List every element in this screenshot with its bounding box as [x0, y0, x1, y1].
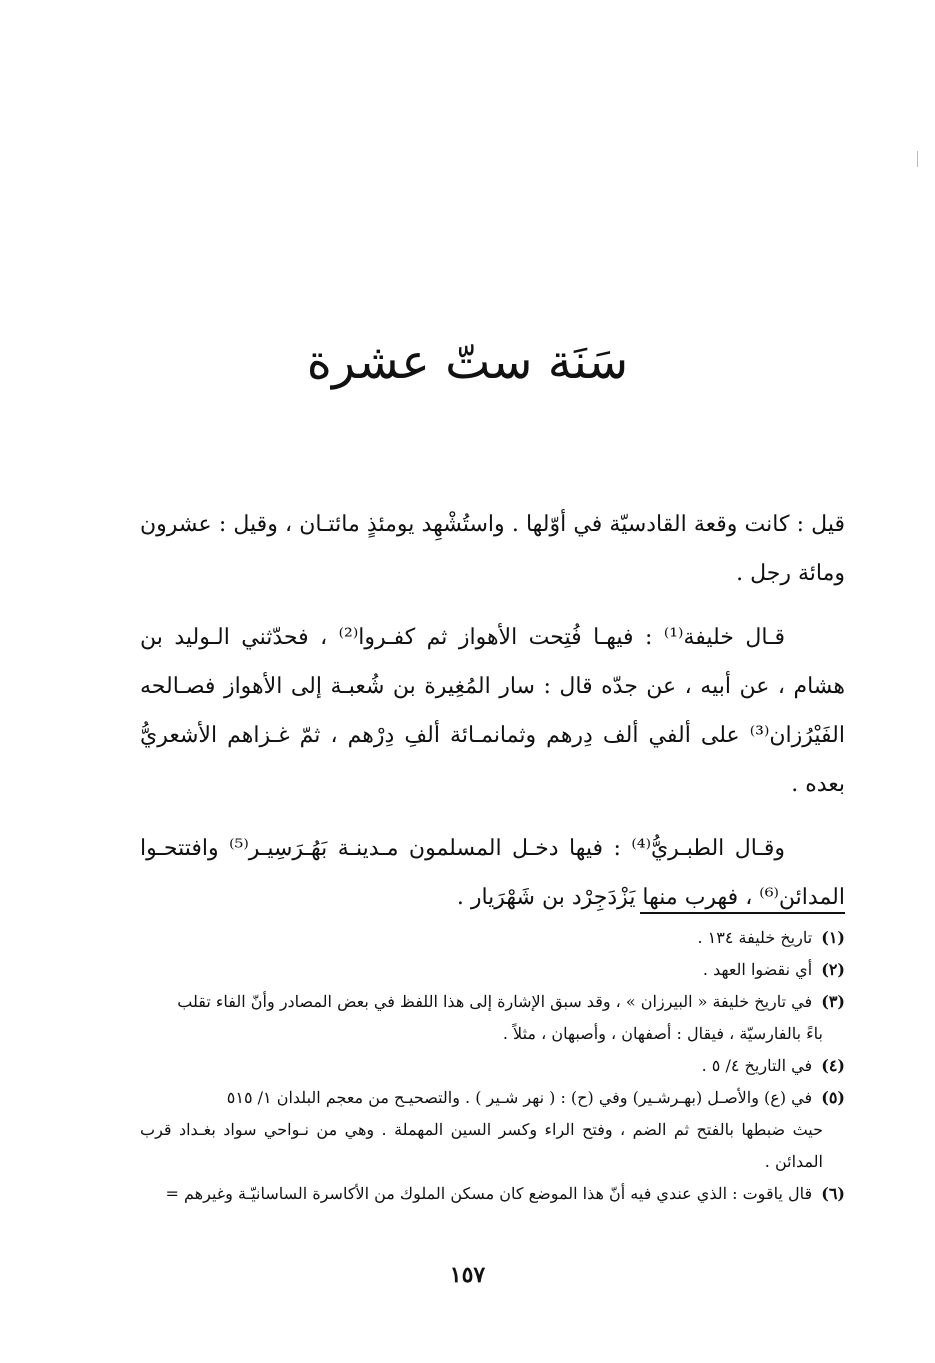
- footnote-continuation: باءً بالفارسيّة ، فيقال : أصفهان ، وأصبهان ، مثلاً .: [502, 1024, 823, 1043]
- footnote-number: (٢): [821, 960, 845, 979]
- footnote-text: أي نقضوا العهد .: [702, 960, 813, 979]
- footnote: [140, 954, 845, 986]
- footnote-continuation: حيث ضبطها بالفتح ثم الضم ، وفتح الراء وكسر السين المهملة . وهي من نـواحي سواد بغـداد قرب المدائن .: [140, 1120, 823, 1171]
- footnote-number: (٤): [821, 1056, 845, 1075]
- footnote-divider: [640, 912, 845, 914]
- footnote: [140, 1178, 845, 1210]
- paragraph: وقـال الطبـريُّ⁽⁴⁾ : فيها دخـل المسلمون مـدينـة بَهُـرَسِيـر⁽⁵⁾ وافتتحـوا المدائن⁽⁶⁾ ، فهرب منها يَزْدَجِرْد بن شَهْرَيار .: [140, 836, 845, 910]
- footnote-number: (٣): [821, 992, 845, 1011]
- footnote-number: (١): [821, 928, 845, 947]
- page-number: ١٥٧: [449, 1262, 486, 1288]
- footnote-number: (٦): [821, 1184, 845, 1203]
- footnote: [140, 922, 845, 954]
- footnote-text: في التاريخ ٤/ ٥ .: [701, 1056, 813, 1075]
- paragraph: قـال خليفة⁽¹⁾ : فيهـا فُتِحت الأهواز ثم كفـروا⁽²⁾ ، فحدّثني الـوليد بن هشام ، عن أبيه ، عن جدّه قال : سار المُغِيرة بن شُعبـة إلى الأهواز فصـالحه الفَيْرُزان⁽³⁾ على ألفي ألف دِرهم وثمانمـائة ألفِ دِرْهم ، ثمّ غـزاهم الأشعريُّ بعده .: [140, 625, 845, 797]
- footnote: [140, 1050, 845, 1082]
- footnote-text: قال ياقوت : الذي عندي فيه أنّ هذا الموضع كان مسكن الملوك من الأكاسرة الساسانيّـة وغيرهم =: [165, 1184, 813, 1203]
- footnote-text: في تاريخ خليفة « البيرزان » ، وقد سبق الإشارة إلى هذا اللفظ في بعض المصادر وأنّ الفاء تقلب: [177, 992, 813, 1011]
- footnote-text: تاريخ خليفة ١٣٤ .: [697, 928, 813, 947]
- footnote: [140, 986, 845, 1050]
- paragraph: قيل : كانت وقعة القادسيّة في أوّلها . واستُشْهِد يومئذٍ مائتـان ، وقيل : عشرون ومائة رجل .: [140, 512, 845, 586]
- footnotes: [140, 922, 845, 1210]
- body-text: [140, 500, 845, 922]
- footnote-number: (٥): [821, 1088, 845, 1107]
- footnote-text: في (ع) والأصـل (بهـرشـير) وفي (ح) : ( نهر شـير ) . والتصحيـح من معجم البلدان ١/ ٥١٥: [226, 1088, 813, 1107]
- chapter-title: سَنَة ستّ عشرة: [306, 334, 629, 390]
- scan-mark: [917, 151, 918, 167]
- footnote: [140, 1082, 845, 1178]
